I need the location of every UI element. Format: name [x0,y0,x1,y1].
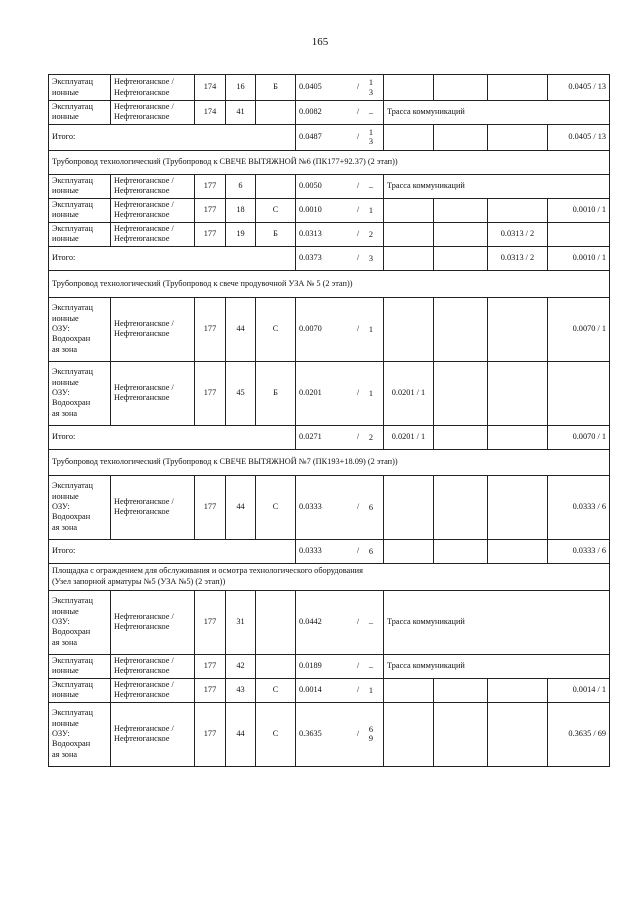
communication-route-note: Трасса коммуникаций [384,101,610,125]
area-separator: / [356,502,360,512]
area-cell [296,678,384,702]
area-cell [296,198,384,222]
municipality: Нефтеюганское / Нефтеюганское [111,101,195,125]
value-cell-9 [488,75,548,101]
block-number: 177 [195,361,226,425]
area-value: 0.0050 [299,181,322,191]
municipality: Нефтеюганское / Нефтеюганское [111,678,195,702]
plot-count: 6 9 [368,725,373,744]
value-cell-9 [488,678,548,702]
land-category: Эксплуатац ионные [49,75,111,101]
area-separator: / [356,205,360,215]
value-cell-7: 0.0201 / 1 [384,425,434,449]
class-code: Б [256,222,296,246]
municipality: Нефтеюганское / Нефтеюганское [111,222,195,246]
land-category: Эксплуатац ионные ОЗУ: Водоохран ая зона [49,361,111,425]
class-code: Б [256,75,296,101]
plot-number: 45 [226,361,256,425]
area-value: 0.0201 [299,388,322,398]
value-cell-7 [384,702,434,766]
area-cell [296,702,384,766]
area-separator: / [356,253,360,263]
area-separator: / [356,181,360,191]
plot-count: 1 [368,205,373,215]
area-value: 0.0373 [299,253,322,263]
area-separator: / [356,388,360,398]
land-category: Эксплуатац ионные [49,222,111,246]
class-code [256,174,296,198]
value-cell-10: 0.0405 / 13 [548,124,610,150]
table-row [49,702,610,766]
area-separator: / [356,617,360,627]
table-row [49,75,610,101]
value-cell-8 [434,539,488,563]
area-separator: / [356,107,360,117]
table-row [49,678,610,702]
plot-number: 41 [226,101,256,125]
plot-count: 1 3 [368,128,373,147]
communication-route-note: Трасса коммуникаций [384,654,610,678]
plot-count: 1 [368,388,373,398]
section-row [49,150,610,174]
class-code: С [256,297,296,361]
class-code [256,101,296,125]
table-body [49,75,610,767]
area-separator: / [356,82,360,92]
plot-number: 44 [226,297,256,361]
area-separator: / [356,661,360,671]
plot-count: – [368,617,373,627]
section-row [49,563,610,590]
total-row [49,124,610,150]
plot-count: – [368,181,373,191]
class-code [256,654,296,678]
table-row [49,297,610,361]
table-row [49,361,610,425]
value-cell-9 [488,124,548,150]
plot-count: – [368,661,373,671]
block-number: 177 [195,198,226,222]
value-cell-10: 0.0405 / 13 [548,75,610,101]
value-cell-10: 0.0333 / 6 [548,475,610,539]
total-label: Итого: [49,539,296,563]
value-cell-7 [384,678,434,702]
total-row [49,425,610,449]
class-code: С [256,475,296,539]
class-code: С [256,702,296,766]
value-cell-7 [384,297,434,361]
plot-count: 2 [368,432,373,442]
plot-count: 3 [368,253,373,263]
total-label: Итого: [49,124,296,150]
area-separator: / [356,324,360,334]
plot-count: 1 [368,685,373,695]
value-cell-9 [488,475,548,539]
plot-number: 42 [226,654,256,678]
value-cell-9 [488,539,548,563]
value-cell-8 [434,361,488,425]
area-value: 0.0313 [299,229,322,239]
value-cell-8 [434,198,488,222]
value-cell-10: 0.0014 / 1 [548,678,610,702]
plot-number: 44 [226,702,256,766]
table-row [49,475,610,539]
block-number: 177 [195,222,226,246]
area-value: 0.0189 [299,661,322,671]
value-cell-7 [384,475,434,539]
value-cell-7 [384,124,434,150]
value-cell-8 [434,678,488,702]
area-separator: / [356,432,360,442]
area-value: 0.0271 [299,432,322,442]
municipality: Нефтеюганское / Нефтеюганское [111,702,195,766]
area-separator: / [356,546,360,556]
area-value: 0.3635 [299,729,322,739]
value-cell-10: 0.0010 / 1 [548,198,610,222]
plot-number: 43 [226,678,256,702]
plot-number: 16 [226,75,256,101]
area-value: 0.0487 [299,132,322,142]
block-number: 177 [195,174,226,198]
plot-count: 1 [368,324,373,334]
plot-number: 44 [226,475,256,539]
value-cell-10: 0.0010 / 1 [548,246,610,270]
area-value: 0.0333 [299,546,322,556]
municipality: Нефтеюганское / Нефтеюганское [111,297,195,361]
communication-route-note: Трасса коммуникаций [384,590,610,654]
section-row [49,449,610,475]
value-cell-10: 0.0070 / 1 [548,425,610,449]
class-code: С [256,198,296,222]
area-cell [296,297,384,361]
plot-count: 1 3 [368,78,373,97]
total-row [49,246,610,270]
total-label: Итого: [49,425,296,449]
value-cell-8 [434,246,488,270]
class-code: С [256,678,296,702]
area-separator: / [356,229,360,239]
land-category: Эксплуатац ионные [49,174,111,198]
municipality: Нефтеюганское / Нефтеюганское [111,654,195,678]
plot-count: – [368,107,373,117]
area-cell [296,101,384,125]
value-cell-9: 0.0313 / 2 [488,246,548,270]
area-separator: / [356,685,360,695]
land-category: Эксплуатац ионные [49,101,111,125]
area-value: 0.0010 [299,205,322,215]
table-row [49,590,610,654]
value-cell-9 [488,297,548,361]
value-cell-9 [488,361,548,425]
block-number: 174 [195,101,226,125]
class-code [256,590,296,654]
land-category: Эксплуатац ионные [49,198,111,222]
table-row [49,101,610,125]
block-number: 177 [195,475,226,539]
value-cell-8 [434,124,488,150]
block-number: 177 [195,590,226,654]
section-row [49,270,610,297]
land-category: Эксплуатац ионные ОЗУ: Водоохран ая зона [49,590,111,654]
municipality: Нефтеюганское / Нефтеюганское [111,75,195,101]
table-row [49,222,610,246]
value-cell-7 [384,198,434,222]
value-cell-8 [434,702,488,766]
table-row [49,198,610,222]
area-separator: / [356,729,360,739]
plot-count: 2 [368,229,373,239]
section-title: Трубопровод технологический (Трубопровод к СВЕЧЕ ВЫТЯЖНОЙ №6 (ПК177+92.37) (2 этап)) [49,150,610,174]
area-value: 0.0333 [299,502,322,512]
plot-number: 31 [226,590,256,654]
block-number: 177 [195,678,226,702]
value-cell-10: 0.0070 / 1 [548,297,610,361]
value-cell-8 [434,222,488,246]
plot-count: 6 [368,546,373,556]
value-cell-9 [488,702,548,766]
section-title: Трубопровод технологический (Трубопровод к свече продувочной УЗА № 5 (2 этап)) [49,270,610,297]
value-cell-10 [548,222,610,246]
area-cell [296,539,384,563]
value-cell-9: 0.0313 / 2 [488,222,548,246]
block-number: 177 [195,654,226,678]
value-cell-10 [548,361,610,425]
area-separator: / [356,132,360,142]
area-cell [296,75,384,101]
plot-number: 19 [226,222,256,246]
area-cell [296,475,384,539]
value-cell-8 [434,297,488,361]
municipality: Нефтеюганское / Нефтеюганское [111,590,195,654]
land-category: Эксплуатац ионные ОЗУ: Водоохран ая зона [49,475,111,539]
value-cell-7 [384,222,434,246]
land-plot-table [48,74,610,767]
table-row [49,654,610,678]
value-cell-7 [384,539,434,563]
total-label: Итого: [49,246,296,270]
municipality: Нефтеюганское / Нефтеюганское [111,198,195,222]
value-cell-7 [384,246,434,270]
block-number: 177 [195,297,226,361]
land-category: Эксплуатац ионные [49,654,111,678]
area-value: 0.0070 [299,324,322,334]
block-number: 177 [195,702,226,766]
area-value: 0.0442 [299,617,322,627]
class-code: Б [256,361,296,425]
land-category: Эксплуатац ионные [49,678,111,702]
area-cell [296,654,384,678]
value-cell-10: 0.0333 / 6 [548,539,610,563]
area-cell [296,174,384,198]
municipality: Нефтеюганское / Нефтеюганское [111,361,195,425]
value-cell-9 [488,198,548,222]
table-row [49,174,610,198]
total-row [49,539,610,563]
page-number: 165 [311,36,329,48]
land-category: Эксплуатац ионные ОЗУ: Водоохран ая зона [49,297,111,361]
municipality: Нефтеюганское / Нефтеюганское [111,475,195,539]
municipality: Нефтеюганское / Нефтеюганское [111,174,195,198]
area-cell [296,425,384,449]
area-cell [296,590,384,654]
area-cell [296,124,384,150]
plot-count: 6 [368,502,373,512]
value-cell-8 [434,75,488,101]
value-cell-8 [434,425,488,449]
plot-number: 18 [226,198,256,222]
area-cell [296,246,384,270]
communication-route-note: Трасса коммуникаций [384,174,610,198]
area-cell [296,361,384,425]
value-cell-7 [384,75,434,101]
area-value: 0.0405 [299,82,322,92]
area-cell [296,222,384,246]
block-number: 174 [195,75,226,101]
value-cell-9 [488,425,548,449]
area-value: 0.0082 [299,107,322,117]
land-category: Эксплуатац ионные ОЗУ: Водоохран ая зона [49,702,111,766]
value-cell-8 [434,475,488,539]
value-cell-10: 0.3635 / 69 [548,702,610,766]
plot-number: 6 [226,174,256,198]
section-title: Площадка с ограждением для обслуживания и осмотра технологического оборудования (Узел запорной арматуры №5 (УЗА №5) (2 этап)) [49,563,610,590]
section-title: Трубопровод технологический (Трубопровод к СВЕЧЕ ВЫТЯЖНОЙ №7 (ПК193+18.09) (2 этап)) [49,449,610,475]
area-value: 0.0014 [299,685,322,695]
value-cell-7: 0.0201 / 1 [384,361,434,425]
